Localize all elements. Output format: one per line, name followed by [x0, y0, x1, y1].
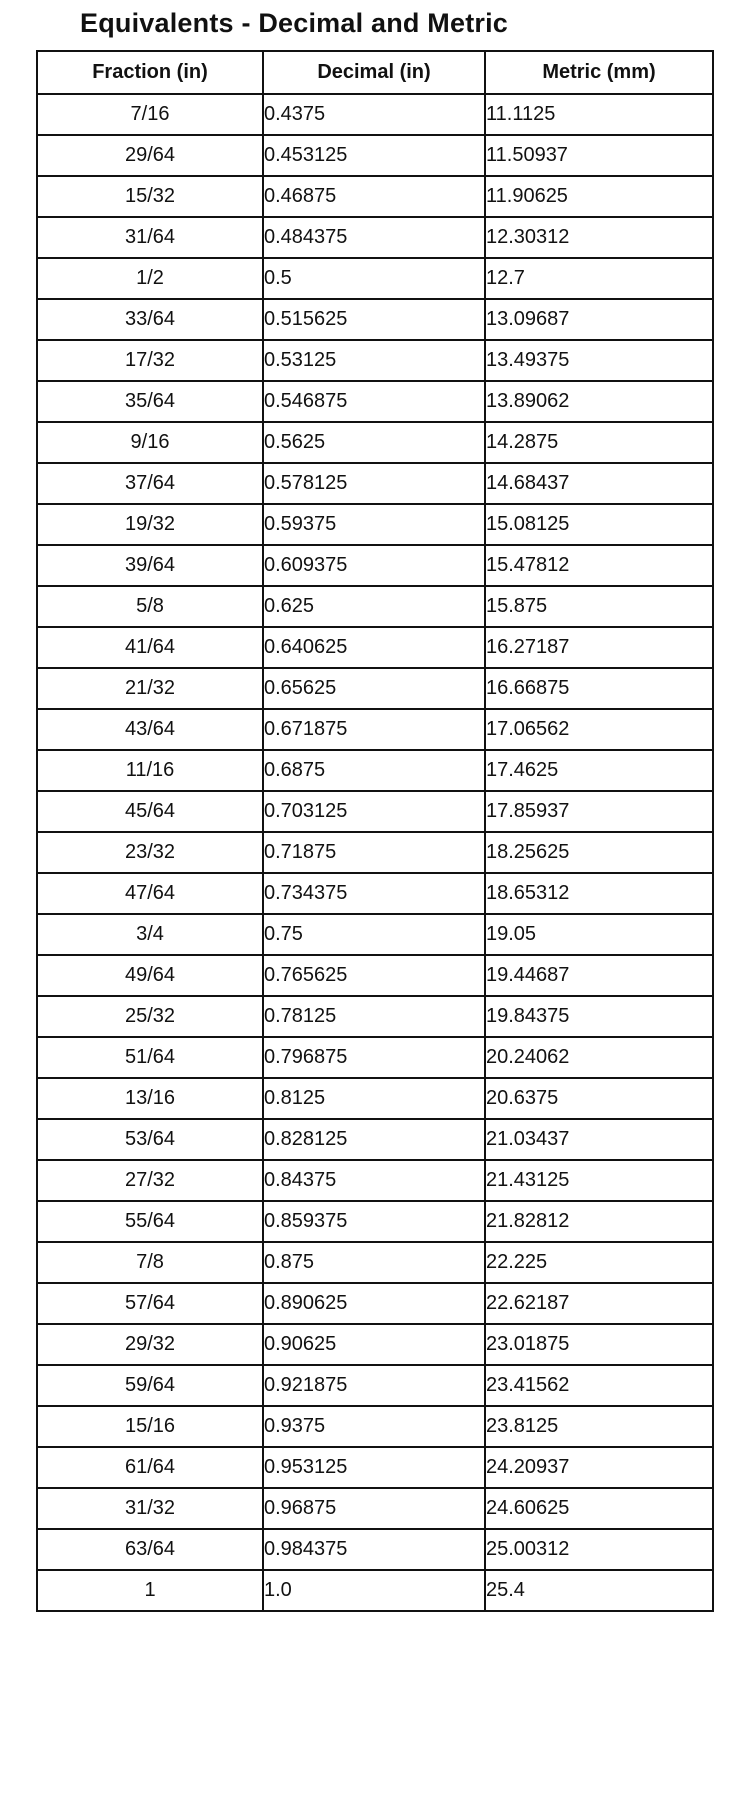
metric-cell: 19.84375 — [485, 996, 713, 1037]
fraction-cell: 41/64 — [37, 627, 263, 668]
metric-cell: 23.8125 — [485, 1406, 713, 1447]
decimal-cell: 0.453125 — [263, 135, 485, 176]
decimal-cell: 0.84375 — [263, 1160, 485, 1201]
decimal-cell: 0.4375 — [263, 94, 485, 135]
table-row — [37, 791, 713, 832]
metric-cell: 25.4 — [485, 1570, 713, 1611]
fraction-cell: 11/16 — [37, 750, 263, 791]
fraction-cell: 59/64 — [37, 1365, 263, 1406]
decimal-cell: 0.890625 — [263, 1283, 485, 1324]
table-row — [37, 873, 713, 914]
decimal-cell: 0.625 — [263, 586, 485, 627]
decimal-cell: 0.484375 — [263, 217, 485, 258]
metric-cell: 23.41562 — [485, 1365, 713, 1406]
column-header-decimal: Decimal (in) — [263, 51, 485, 94]
metric-cell: 21.43125 — [485, 1160, 713, 1201]
fraction-cell: 47/64 — [37, 873, 263, 914]
fraction-cell: 61/64 — [37, 1447, 263, 1488]
metric-cell: 12.30312 — [485, 217, 713, 258]
decimal-cell: 1.0 — [263, 1570, 485, 1611]
table-row — [37, 1447, 713, 1488]
metric-cell: 16.27187 — [485, 627, 713, 668]
table-row — [37, 176, 713, 217]
fraction-cell: 29/64 — [37, 135, 263, 176]
decimal-cell: 0.765625 — [263, 955, 485, 996]
metric-cell: 19.05 — [485, 914, 713, 955]
table-row — [37, 709, 713, 750]
metric-cell: 23.01875 — [485, 1324, 713, 1365]
fraction-cell: 35/64 — [37, 381, 263, 422]
metric-cell: 11.90625 — [485, 176, 713, 217]
decimal-cell: 0.59375 — [263, 504, 485, 545]
metric-cell: 20.24062 — [485, 1037, 713, 1078]
fraction-cell: 57/64 — [37, 1283, 263, 1324]
decimal-cell: 0.734375 — [263, 873, 485, 914]
decimal-cell: 0.75 — [263, 914, 485, 955]
table-row — [37, 1529, 713, 1570]
table-row — [37, 750, 713, 791]
table-row — [37, 1283, 713, 1324]
fraction-cell: 23/32 — [37, 832, 263, 873]
metric-cell: 17.4625 — [485, 750, 713, 791]
fraction-cell: 5/8 — [37, 586, 263, 627]
table-row — [37, 1078, 713, 1119]
fraction-cell: 31/32 — [37, 1488, 263, 1529]
fraction-cell: 1/2 — [37, 258, 263, 299]
metric-cell: 21.03437 — [485, 1119, 713, 1160]
fraction-cell: 1 — [37, 1570, 263, 1611]
table-row — [37, 1119, 713, 1160]
decimal-cell: 0.8125 — [263, 1078, 485, 1119]
decimal-cell: 0.640625 — [263, 627, 485, 668]
fraction-cell: 25/32 — [37, 996, 263, 1037]
table-row — [37, 1242, 713, 1283]
fraction-cell: 17/32 — [37, 340, 263, 381]
metric-cell: 21.82812 — [485, 1201, 713, 1242]
table-row — [37, 627, 713, 668]
table-row — [37, 94, 713, 135]
decimal-cell: 0.46875 — [263, 176, 485, 217]
fraction-cell: 7/16 — [37, 94, 263, 135]
table-row — [37, 422, 713, 463]
table-row — [37, 340, 713, 381]
table-row — [37, 545, 713, 586]
decimal-cell: 0.515625 — [263, 299, 485, 340]
metric-cell: 13.49375 — [485, 340, 713, 381]
table-row — [37, 586, 713, 627]
table-row — [37, 1037, 713, 1078]
decimal-cell: 0.984375 — [263, 1529, 485, 1570]
table-row — [37, 955, 713, 996]
column-header-metric: Metric (mm) — [485, 51, 713, 94]
decimal-cell: 0.9375 — [263, 1406, 485, 1447]
fraction-cell: 63/64 — [37, 1529, 263, 1570]
fraction-cell: 31/64 — [37, 217, 263, 258]
table-row — [37, 996, 713, 1037]
table-row — [37, 1201, 713, 1242]
fraction-cell: 49/64 — [37, 955, 263, 996]
fraction-cell: 45/64 — [37, 791, 263, 832]
table-row — [37, 832, 713, 873]
page-title: Equivalents - Decimal and Metric — [80, 8, 509, 38]
decimal-cell: 0.6875 — [263, 750, 485, 791]
decimal-cell: 0.578125 — [263, 463, 485, 504]
table-row — [37, 1488, 713, 1529]
metric-cell: 22.62187 — [485, 1283, 713, 1324]
metric-cell: 14.2875 — [485, 422, 713, 463]
column-header-fraction: Fraction (in) — [37, 51, 263, 94]
decimal-cell: 0.671875 — [263, 709, 485, 750]
fraction-cell: 43/64 — [37, 709, 263, 750]
decimal-cell: 0.53125 — [263, 340, 485, 381]
metric-cell: 13.89062 — [485, 381, 713, 422]
decimal-cell: 0.546875 — [263, 381, 485, 422]
fraction-cell: 7/8 — [37, 1242, 263, 1283]
table-row — [37, 668, 713, 709]
decimal-cell: 0.703125 — [263, 791, 485, 832]
metric-cell: 15.47812 — [485, 545, 713, 586]
metric-cell: 13.09687 — [485, 299, 713, 340]
decimal-cell: 0.828125 — [263, 1119, 485, 1160]
fraction-cell: 19/32 — [37, 504, 263, 545]
metric-cell: 24.20937 — [485, 1447, 713, 1488]
fraction-cell: 15/32 — [37, 176, 263, 217]
table-header-row — [37, 51, 713, 94]
decimal-cell: 0.796875 — [263, 1037, 485, 1078]
metric-cell: 15.875 — [485, 586, 713, 627]
metric-cell: 11.1125 — [485, 94, 713, 135]
decimal-cell: 0.921875 — [263, 1365, 485, 1406]
table-row — [37, 217, 713, 258]
table-row — [37, 1570, 713, 1611]
fraction-cell: 51/64 — [37, 1037, 263, 1078]
decimal-cell: 0.609375 — [263, 545, 485, 586]
fraction-cell: 13/16 — [37, 1078, 263, 1119]
metric-cell: 16.66875 — [485, 668, 713, 709]
table-row — [37, 1365, 713, 1406]
fraction-cell: 21/32 — [37, 668, 263, 709]
table-row — [37, 504, 713, 545]
metric-cell: 14.68437 — [485, 463, 713, 504]
metric-cell: 17.85937 — [485, 791, 713, 832]
metric-cell: 19.44687 — [485, 955, 713, 996]
decimal-cell: 0.65625 — [263, 668, 485, 709]
fraction-cell: 29/32 — [37, 1324, 263, 1365]
table-row — [37, 1160, 713, 1201]
fraction-cell: 9/16 — [37, 422, 263, 463]
equivalents-table — [36, 50, 714, 1612]
fraction-cell: 53/64 — [37, 1119, 263, 1160]
fraction-cell: 33/64 — [37, 299, 263, 340]
fraction-cell: 37/64 — [37, 463, 263, 504]
decimal-cell: 0.953125 — [263, 1447, 485, 1488]
table-row — [37, 135, 713, 176]
table-body — [37, 94, 713, 1611]
metric-cell: 20.6375 — [485, 1078, 713, 1119]
decimal-cell: 0.90625 — [263, 1324, 485, 1365]
metric-cell: 11.50937 — [485, 135, 713, 176]
decimal-cell: 0.859375 — [263, 1201, 485, 1242]
table-row — [37, 299, 713, 340]
table-row — [37, 381, 713, 422]
metric-cell: 12.7 — [485, 258, 713, 299]
metric-cell: 22.225 — [485, 1242, 713, 1283]
metric-cell: 17.06562 — [485, 709, 713, 750]
decimal-cell: 0.5625 — [263, 422, 485, 463]
metric-cell: 25.00312 — [485, 1529, 713, 1570]
table-row — [37, 1324, 713, 1365]
decimal-cell: 0.5 — [263, 258, 485, 299]
metric-cell: 18.25625 — [485, 832, 713, 873]
table-row — [37, 914, 713, 955]
fraction-cell: 39/64 — [37, 545, 263, 586]
table-row — [37, 463, 713, 504]
fraction-cell: 15/16 — [37, 1406, 263, 1447]
metric-cell: 15.08125 — [485, 504, 713, 545]
decimal-cell: 0.71875 — [263, 832, 485, 873]
decimal-cell: 0.875 — [263, 1242, 485, 1283]
fraction-cell: 55/64 — [37, 1201, 263, 1242]
fraction-cell: 27/32 — [37, 1160, 263, 1201]
decimal-cell: 0.96875 — [263, 1488, 485, 1529]
table-row — [37, 258, 713, 299]
metric-cell: 24.60625 — [485, 1488, 713, 1529]
fraction-cell: 3/4 — [37, 914, 263, 955]
metric-cell: 18.65312 — [485, 873, 713, 914]
table-row — [37, 1406, 713, 1447]
decimal-cell: 0.78125 — [263, 996, 485, 1037]
